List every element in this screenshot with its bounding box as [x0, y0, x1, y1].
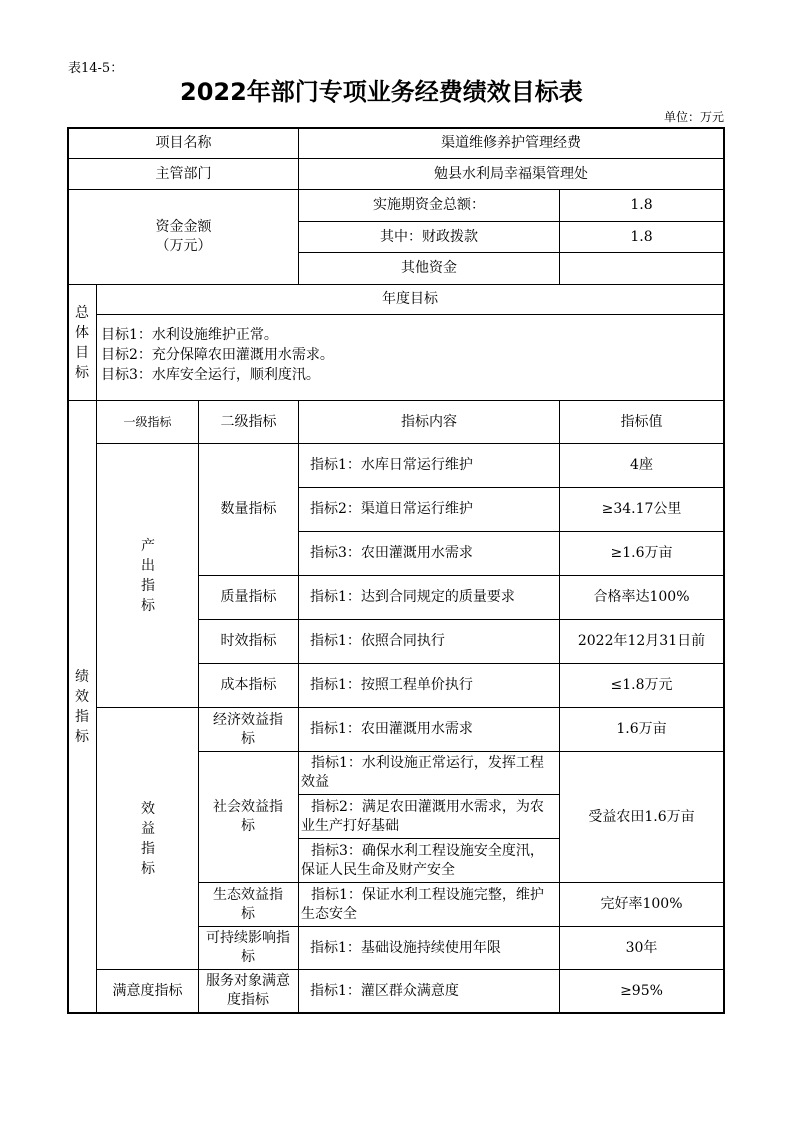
quality-item-1-value: 合格率达100%	[593, 589, 690, 605]
goal-item: 目标2：充分保障农田灌溉用水需求。	[101, 347, 334, 363]
project-name-value: 渠道维修养护管理经费	[441, 135, 581, 151]
quantity-item-2-value: ≥34.17公里	[601, 501, 682, 517]
economic-item-1-value: 1.6万亩	[616, 721, 667, 737]
sustainability-item-1: 指标1：基础设施持续使用年限	[310, 939, 501, 956]
output-indicator-label: 产出指标	[141, 537, 155, 614]
perf-side-label: 绩效指标	[75, 668, 89, 745]
benefit-indicator-label: 效益指标	[141, 800, 155, 877]
col-value-header: 指标值	[620, 413, 663, 430]
social-item-3: 指标3：确保水利工程设施安全度汛，保证人民生命及财产安全	[301, 842, 544, 878]
goal-list	[101, 325, 334, 385]
ecological-benefit-label: 生态效益指标	[213, 886, 283, 922]
funds-fiscal-value: 1.8	[630, 228, 653, 245]
goal-item: 目标1：水利设施维护正常。	[101, 327, 278, 343]
table-number: 表14-5：	[68, 61, 124, 76]
service-satisfaction-label: 服务对象满意度指标	[206, 973, 290, 1008]
quantity-item-1-value: 4座	[630, 457, 653, 473]
timeliness-item-1: 指标1：依照合同执行	[310, 633, 445, 649]
department-value: 勉县水利局幸福渠管理处	[434, 165, 588, 182]
page-title: 2022年部门专项业务经费绩效目标表	[180, 78, 583, 106]
social-item-1: 指标1：水利设施正常运行，发挥工程效益	[301, 755, 544, 790]
cost-indicator-label: 成本指标	[220, 677, 277, 693]
ecological-item-1: 指标1：保证水利工程设施完整，维护生态安全	[301, 886, 544, 922]
funds-fiscal-label: 其中：财政拨款	[380, 228, 478, 245]
funds-other-label: 其他资金	[401, 260, 457, 276]
ecological-item-1-value: 完好率100%	[600, 896, 683, 912]
unit-label: 单位：万元	[663, 110, 724, 124]
overall-goal-side-label: 总体目标	[75, 304, 89, 381]
quantity-indicator-label: 数量指标	[220, 501, 277, 517]
sustainability-label: 可持续影响指标	[206, 930, 290, 965]
cost-item-1: 指标1：按照工程单价执行	[310, 677, 473, 693]
quantity-item-3-value: ≥1.6万亩	[610, 545, 673, 561]
social-value: 受益农田1.6万亩	[588, 808, 695, 825]
funds-label-line2: （万元）	[155, 238, 212, 254]
quantity-item-3: 指标3：农田灌溉用水需求	[310, 545, 473, 561]
goal-item: 目标3：水库安全运行，顺利度汛。	[101, 367, 320, 383]
sustainability-item-1-value: 30年	[625, 939, 658, 956]
funds-total-value: 1.8	[630, 197, 653, 213]
project-name-label: 项目名称	[155, 135, 212, 151]
satisfaction-item-1: 指标1：灌区群众满意度	[310, 982, 459, 999]
timeliness-indicator-label: 时效指标	[220, 633, 277, 649]
department-label: 主管部门	[155, 165, 212, 182]
funds-total-label: 实施期资金总额：	[373, 197, 485, 213]
economic-benefit-label: 经济效益指标	[213, 711, 283, 747]
social-item-2: 指标2：满足农田灌溉用水需求，为农业生产打好基础	[301, 798, 544, 834]
annual-goal-label: 年度目标	[382, 291, 438, 307]
quantity-item-2: 指标2：渠道日常运行维护	[310, 501, 473, 517]
col-level2-header: 二级指标	[220, 413, 277, 430]
col-content-header: 指标内容	[401, 413, 457, 430]
social-benefit-label: 社会效益指标	[213, 799, 283, 834]
quantity-item-1: 指标1：水库日常运行维护	[310, 457, 473, 473]
quality-indicator-label: 质量指标	[220, 589, 277, 605]
funds-label	[69, 190, 298, 284]
quality-item-1: 指标1：达到合同规定的质量要求	[310, 589, 515, 605]
timeliness-item-1-value: 2022年12月31日前	[577, 633, 706, 649]
funds-other-value	[560, 253, 723, 284]
col-level1-header: 一级指标	[123, 414, 172, 429]
satisfaction-item-1-value: ≥95%	[620, 982, 663, 999]
funds-label-line1: 资金金额	[155, 219, 212, 235]
satisfaction-indicator-label: 满意度指标	[112, 982, 183, 999]
cost-item-1-value: ≤1.8万元	[610, 677, 673, 693]
economic-item-1: 指标1：农田灌溉用水需求	[310, 721, 473, 737]
